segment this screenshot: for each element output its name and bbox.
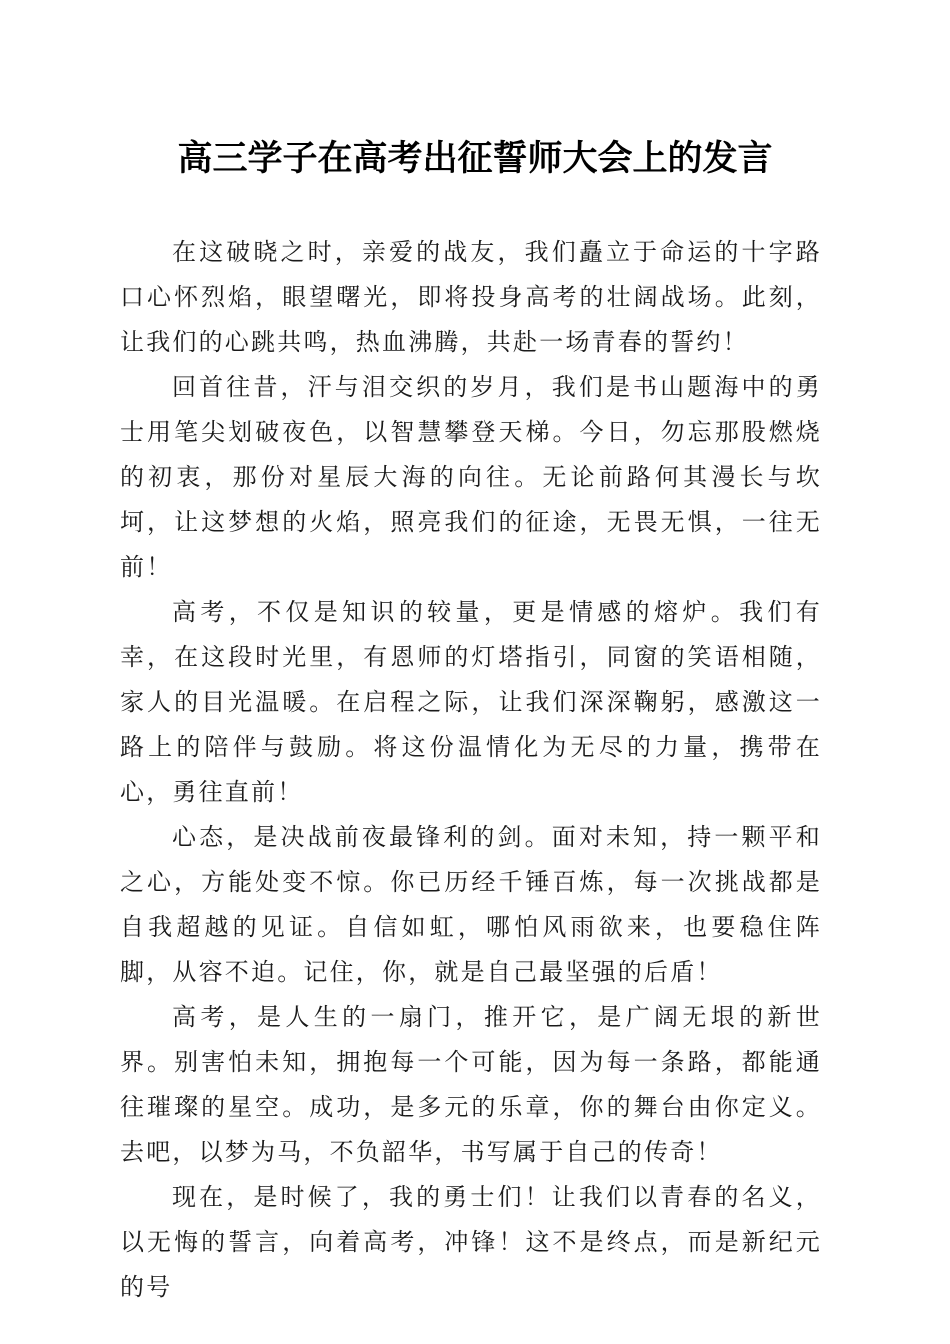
document-title: 高三学子在高考出征誓师大会上的发言 [177, 138, 773, 179]
document-body [120, 230, 822, 1310]
paragraph-3: 高考，不仅是知识的较量，更是情感的熔炉。我们有幸，在这段时光里，有恩师的灯塔指引，同窗的笑语相随，家人的目光温暖。在启程之际，让我们深深鞠躬，感激这一路上的陪伴与鼓励。将这份温情化为无尽的力量，携带在心，勇往直前！ [120, 598, 822, 806]
paragraph-4: 心态，是决战前夜最锋利的剑。面对未知，持一颗平和之心，方能处变不惊。你已历经千锤百炼，每一次挑战都是自我超越的见证。自信如虹，哪怕风雨欲来，也要稳住阵脚，从容不迫。记住，你，就是自己最坚强的后盾！ [120, 823, 822, 986]
paragraph-6: 现在，是时候了，我的勇士们！让我们以青春的名义，以无悔的誓言，向着高考，冲锋！这不是终点，而是新纪元的号 [120, 1183, 822, 1301]
paragraph-5: 高考，是人生的一扇门，推开它，是广阔无垠的新世界。别害怕未知，拥抱每一个可能，因为每一条路，都能通往璀璨的星空。成功，是多元的乐章，你的舞台由你定义。去吧，以梦为马，不负韶华，书写属于自己的传奇！ [120, 1003, 822, 1166]
paragraph-1: 在这破晓之时，亲爱的战友，我们矗立于命运的十字路口心怀烈焰，眼望曙光，即将投身高考的壮阔战场。此刻，让我们的心跳共鸣，热血沸腾，共赴一场青春的誓约！ [120, 238, 822, 356]
paragraph-2: 回首往昔，汗与泪交织的岁月，我们是书山题海中的勇士用笔尖划破夜色，以智慧攀登天梯。今日，勿忘那股燃烧的初衷，那份对星辰大海的向往。无论前路何其漫长与坎坷，让这梦想的火焰，照亮我们的征途，无畏无惧，一往无前！ [120, 373, 822, 581]
